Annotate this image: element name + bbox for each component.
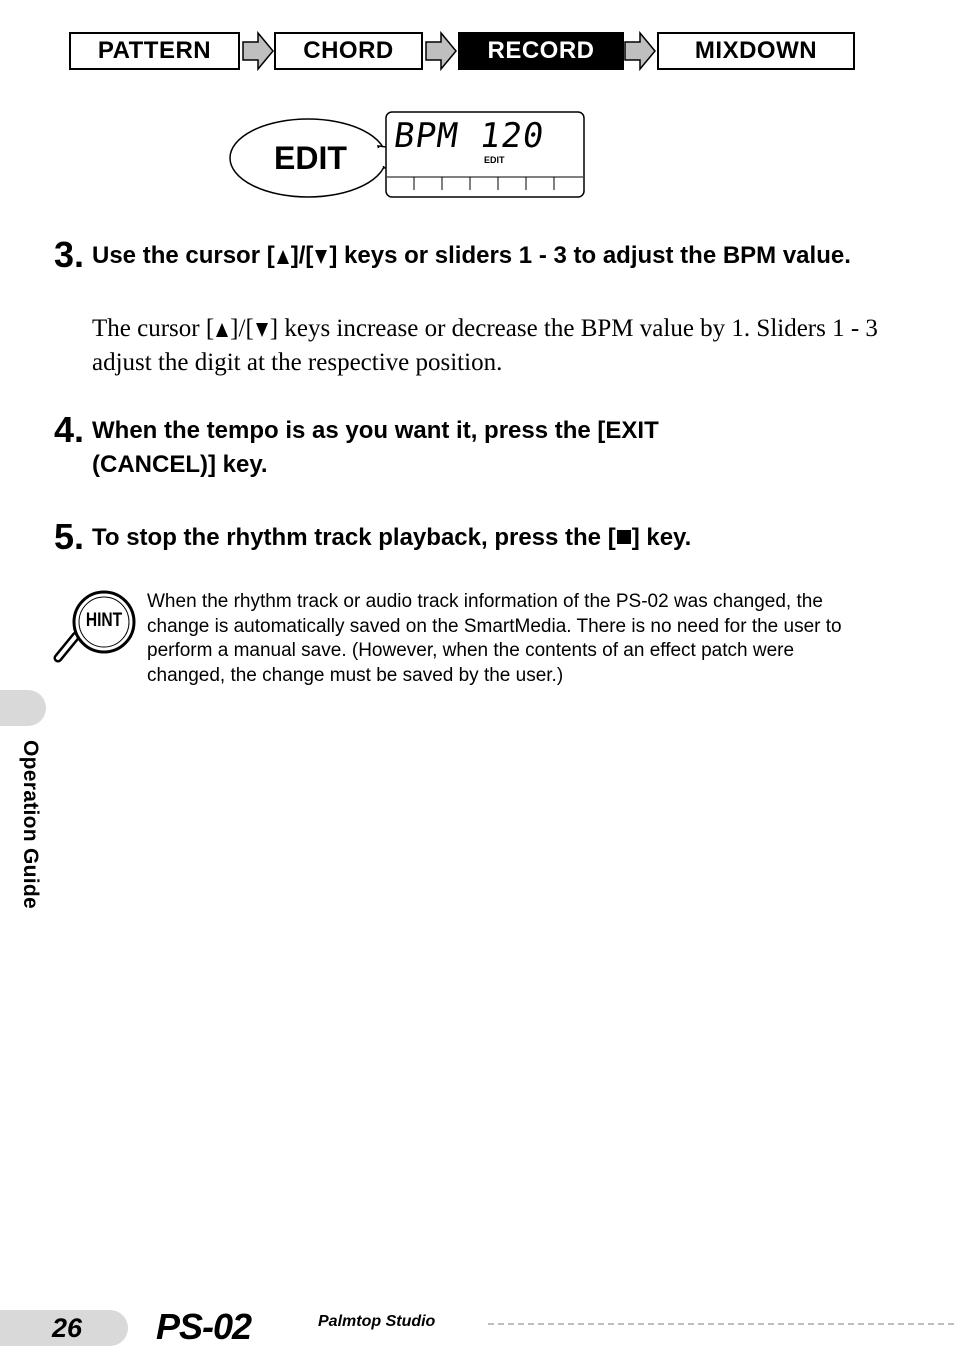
stop-icon [617, 530, 631, 544]
lcd-edit-indicator: EDIT [484, 155, 505, 165]
arrow-right-icon [622, 30, 658, 72]
step-5-heading-text: ] key. [631, 524, 692, 551]
edit-display-illustration [228, 110, 588, 202]
step-3-heading-text: ]/[ [290, 242, 314, 269]
step-3-body-text: ]/[ [230, 315, 254, 342]
step-5-heading [92, 521, 872, 555]
workflow-step-pattern: PATTERN [69, 32, 240, 70]
arrow-right-icon [423, 30, 459, 72]
section-label: Operation Guide [19, 740, 42, 910]
hint-text: When the rhythm track or audio track information of the PS-02 was changed, the change is automatically saved on the SmartMedia. There is no need for the user to perform a manual save. (However, when the contents of an effect patch were changed, the change must be saved by the user.) [147, 591, 842, 686]
page-number: 26 [52, 1313, 83, 1343]
workflow-step-chord: CHORD [274, 32, 423, 70]
step-number: 4. [54, 409, 85, 450]
cursor-down-icon [256, 323, 268, 337]
brand-subtitle: Palmtop Studio [318, 1313, 436, 1330]
workflow-step-mixdown: MIXDOWN [657, 32, 855, 70]
cursor-up-icon [277, 250, 289, 264]
section-tab [0, 690, 46, 726]
footer-divider [488, 1323, 954, 1325]
step-number: 3. [54, 234, 85, 275]
hint-label: HINT [85, 610, 123, 631]
step-3-heading-text: ] keys or sliders 1 - 3 to adjust the BPM value. [329, 242, 851, 269]
step-4-heading: When the tempo is as you want it, press the [EXIT (CANCEL)] key. [92, 417, 659, 478]
step-3-body-text: ] keys increase or decrease the BPM value by 1. Sliders 1 - 3 adjust the digit at the respective position. [92, 315, 878, 376]
cursor-up-icon [216, 323, 228, 337]
step-3-heading-text: Use the cursor [ [92, 242, 275, 269]
edit-callout-label: EDIT [274, 140, 347, 176]
hint-badge [52, 588, 138, 664]
step-5-heading-text: To stop the rhythm track playback, press the [ [92, 524, 616, 551]
step-3-body [92, 312, 892, 380]
step-3-body-text: The cursor [ [92, 315, 215, 342]
step-3-heading [92, 239, 872, 273]
workflow-step-record: RECORD [458, 32, 624, 70]
lcd-bpm-readout: BPM 120 [391, 116, 548, 156]
brand-logo: PS-02 [156, 1306, 252, 1347]
arrow-right-icon [240, 30, 276, 72]
cursor-down-icon [315, 250, 327, 264]
step-number: 5. [54, 516, 85, 557]
